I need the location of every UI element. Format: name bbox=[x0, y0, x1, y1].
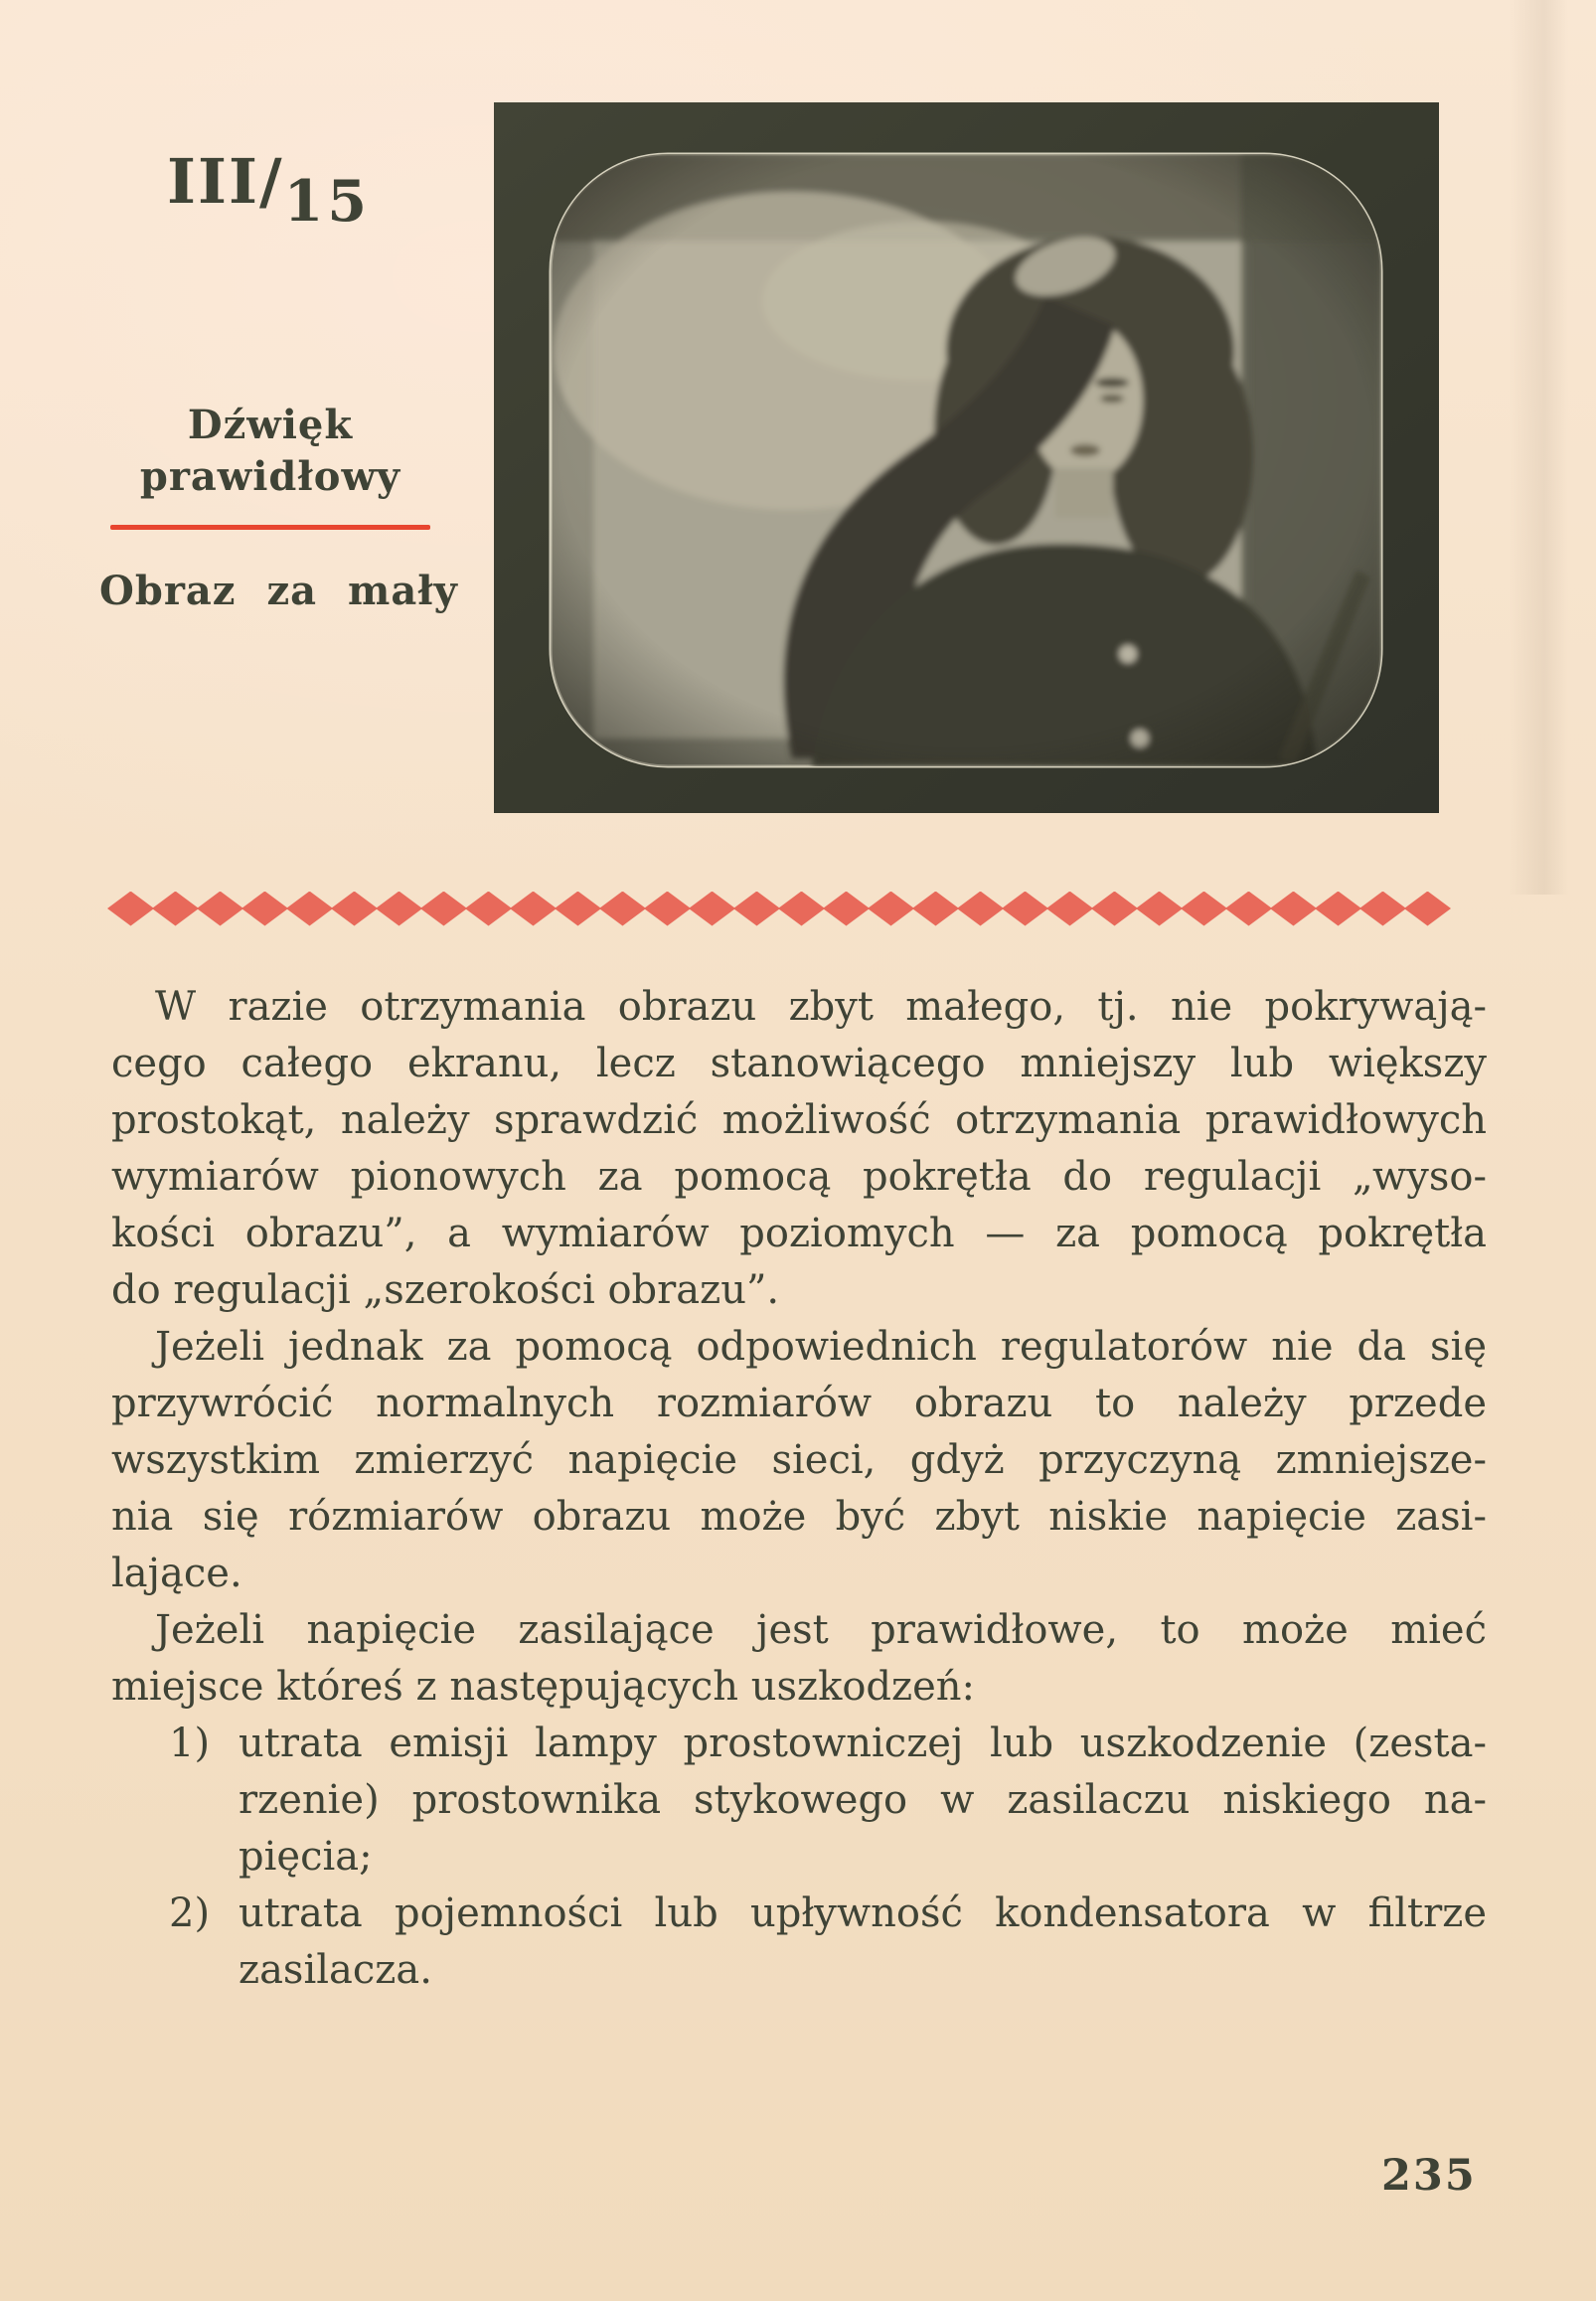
diamond-icon bbox=[286, 892, 333, 926]
text-line: nia się rózmiarów obrazu może być zbyt niskie napięcie zasi- bbox=[111, 1494, 1487, 1540]
diamond-icon bbox=[1002, 892, 1048, 926]
diamond-icon bbox=[912, 892, 959, 926]
diamond-icon bbox=[510, 892, 557, 926]
tv-illustration bbox=[494, 102, 1439, 813]
diamond-icon bbox=[376, 892, 422, 926]
diamond-icon bbox=[778, 892, 825, 926]
diamond-icon bbox=[197, 892, 243, 926]
paragraph bbox=[111, 1319, 1487, 1602]
diamond-icon bbox=[689, 892, 735, 926]
diamond-icon bbox=[823, 892, 870, 926]
list-item bbox=[111, 1716, 1487, 1886]
diamond-icon bbox=[1181, 892, 1227, 926]
diamond-icon bbox=[1225, 892, 1272, 926]
text-line: przywrócić normalnych rozmiarów obrazu to należy przede bbox=[111, 1381, 1487, 1426]
section-label bbox=[167, 145, 371, 235]
tv-screen-photo bbox=[494, 102, 1439, 813]
text-line: pięcia; bbox=[239, 1834, 373, 1880]
diamond-icon bbox=[599, 892, 646, 926]
text-line: cego całego ekranu, lecz stanowiącego mniejszy lub większy bbox=[111, 1041, 1487, 1086]
diamond-icon bbox=[420, 892, 467, 926]
paragraph bbox=[111, 1602, 1487, 1716]
diamond-icon bbox=[1315, 892, 1361, 926]
diamond-divider bbox=[107, 891, 1455, 926]
section-number: 15 bbox=[283, 168, 371, 235]
diamond-icon bbox=[1046, 892, 1093, 926]
text-line: miejsce któreś z następujących uszkodzeń: bbox=[111, 1664, 975, 1710]
list-item-lines bbox=[239, 1716, 1487, 1886]
body-text bbox=[111, 979, 1487, 1999]
margin-labels bbox=[99, 400, 458, 614]
sound-status-line2: prawidłowy bbox=[139, 453, 401, 500]
diamond-icon bbox=[1091, 892, 1138, 926]
list-marker: 2) bbox=[169, 1890, 211, 1936]
text-line: prostokąt, należy sprawdzić możliwość otrzymania prawidłowych bbox=[111, 1097, 1487, 1143]
list-item-lines bbox=[239, 1886, 1487, 1999]
text-line: kości obrazu”, a wymiarów poziomych — za pomocą pokrętła bbox=[111, 1211, 1487, 1256]
text-line: utrata pojemności lub upływność kondensatora w filtrze bbox=[239, 1890, 1487, 1936]
diamond-icon bbox=[465, 892, 512, 926]
diamond-icon bbox=[331, 892, 378, 926]
list-marker: 1) bbox=[169, 1721, 211, 1766]
image-status-label: Obraz za mały bbox=[99, 568, 458, 614]
text-line: utrata emisji lampy prostowniczej lub uszkodzenie (zesta- bbox=[239, 1721, 1487, 1766]
paragraph bbox=[111, 979, 1487, 1319]
text-line: zasilacza. bbox=[239, 1947, 432, 1993]
page-number: 235 bbox=[1381, 2151, 1477, 2201]
diamond-icon bbox=[1270, 892, 1317, 926]
text-line: Jeżeli napięcie zasilające jest prawidłowe, to może mieć bbox=[155, 1607, 1487, 1653]
text-line: lające. bbox=[111, 1551, 242, 1596]
diamond-icon bbox=[1359, 892, 1406, 926]
text-line: W razie otrzymania obrazu zbyt małego, tj. nie pokrywają- bbox=[155, 984, 1487, 1030]
diamond-icon bbox=[733, 892, 780, 926]
sound-status-line1: Dźwięk bbox=[187, 402, 354, 448]
text-line: do regulacji „szerokości obrazu”. bbox=[111, 1267, 780, 1313]
diamond-icon bbox=[555, 892, 601, 926]
diamond-icon bbox=[957, 892, 1004, 926]
red-rule-divider bbox=[110, 525, 430, 530]
sound-status-label bbox=[99, 400, 441, 503]
section-roman: III/ bbox=[167, 145, 284, 218]
text-line: rzenie) prostownika stykowego w zasilaczu niskiego na- bbox=[239, 1777, 1487, 1823]
text-line: Jeżeli jednak za pomocą odpowiednich regulatorów nie da się bbox=[155, 1324, 1487, 1370]
diamond-icon bbox=[241, 892, 288, 926]
diamond-icon bbox=[868, 892, 914, 926]
diamond-icon bbox=[152, 892, 199, 926]
text-line: wszystkim zmierzyć napięcie sieci, gdyż przyczyną zmniejsze- bbox=[111, 1437, 1487, 1483]
diamond-icon bbox=[1404, 892, 1451, 926]
diamond-icon bbox=[107, 892, 154, 926]
diamond-icon bbox=[1136, 892, 1183, 926]
list-item bbox=[111, 1886, 1487, 1999]
diamond-icon bbox=[644, 892, 691, 926]
text-line: wymiarów pionowych za pomocą pokrętła do regulacji „wyso- bbox=[111, 1154, 1487, 1200]
